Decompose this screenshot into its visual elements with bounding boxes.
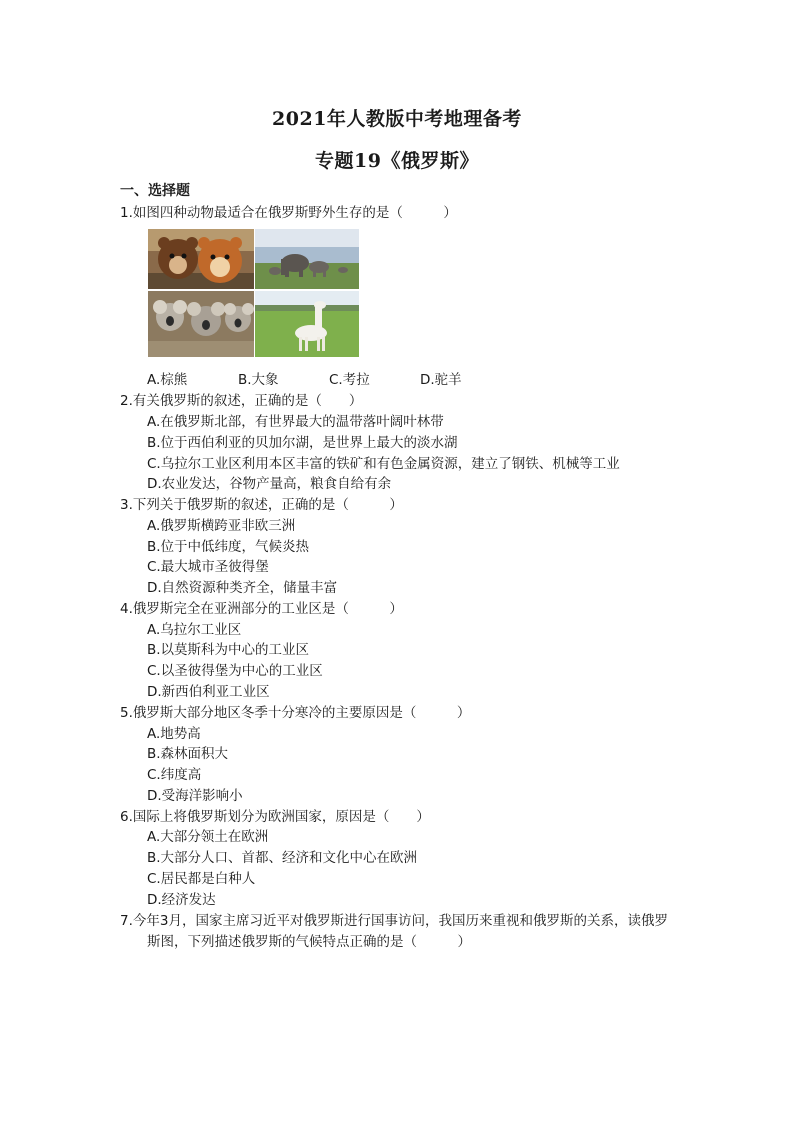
question-4-stem: 4.俄罗斯完全在亚洲部分的工业区是（ ） (120, 601, 403, 617)
question-2-option-d: D.农业发达，谷物产量高，粮食自给有余 (147, 476, 392, 492)
question-5-option-b: B.森林面积大 (147, 746, 229, 762)
question-4-option-d: D.新西伯利亚工业区 (147, 684, 270, 700)
question-5-option-a: A.地势高 (147, 726, 201, 742)
question-6-option-b: B.大部分人口、首都、经济和文化中心在欧洲 (147, 850, 418, 866)
question-3-option-d: D.自然资源种类齐全，储量丰富 (147, 580, 338, 596)
question-1-option-b: B.大象 (238, 372, 279, 388)
question-3-stem: 3.下列关于俄罗斯的叙述，正确的是（ ） (120, 497, 403, 513)
question-1-option-a: A.棕熊 (147, 372, 188, 388)
question-1-stem: 1.如图四种动物最适合在俄罗斯野外生存的是（ ） (120, 205, 457, 221)
animals-figure (148, 229, 359, 357)
question-5-option-c: C.纬度高 (147, 767, 202, 783)
elephant-image (255, 229, 359, 289)
question-5-option-d: D.受海洋影响小 (147, 788, 243, 804)
section-heading: 一、选择题 (120, 183, 190, 199)
question-6-option-c: C.居民都是白种人 (147, 871, 256, 887)
question-1-options (147, 368, 462, 388)
brown-bear-image (148, 229, 254, 289)
document-title: 2021年人教版中考地理备考 (272, 108, 522, 130)
question-6-option-d: D.经济发达 (147, 892, 216, 908)
llama-image (255, 291, 359, 357)
document-subtitle: 专题19《俄罗斯》 (315, 150, 479, 172)
question-7-stem-continued: 斯图，下列描述俄罗斯的气候特点正确的是（ ） (147, 934, 471, 950)
question-2-option-c: C.乌拉尔工业区利用本区丰富的铁矿和有色金属资源，建立了钢铁、机械等工业 (147, 456, 620, 472)
question-3-option-b: B.位于中低纬度，气候炎热 (147, 539, 310, 555)
question-4-option-b: B.以莫斯科为中心的工业区 (147, 642, 310, 658)
question-5-stem: 5.俄罗斯大部分地区冬季十分寒冷的主要原因是（ ） (120, 705, 471, 721)
question-2-option-b: B.位于西伯利亚的贝加尔湖，是世界上最大的淡水湖 (147, 435, 458, 451)
question-7-stem: 7.今年3月，国家主席习近平对俄罗斯进行国事访问，我国历来重视和俄罗斯的关系，读俄罗 (120, 913, 668, 929)
question-3-option-a: A.俄罗斯横跨亚非欧三洲 (147, 518, 296, 534)
question-4-option-a: A.乌拉尔工业区 (147, 622, 242, 638)
question-2-option-a: A.在俄罗斯北部，有世界最大的温带落叶阔叶林带 (147, 414, 444, 430)
question-4-option-c: C.以圣彼得堡为中心的工业区 (147, 663, 323, 679)
question-6-option-a: A.大部分领土在欧洲 (147, 829, 269, 845)
question-1-option-c: C.考拉 (329, 372, 370, 388)
question-6-stem: 6.国际上将俄罗斯划分为欧洲国家，原因是（ ） (120, 809, 430, 825)
question-2-stem: 2.有关俄罗斯的叙述，正确的是（ ） (120, 393, 363, 409)
question-1-option-d: D.驼羊 (420, 372, 462, 388)
koala-image (148, 291, 254, 357)
question-3-option-c: C.最大城市圣彼得堡 (147, 559, 269, 575)
